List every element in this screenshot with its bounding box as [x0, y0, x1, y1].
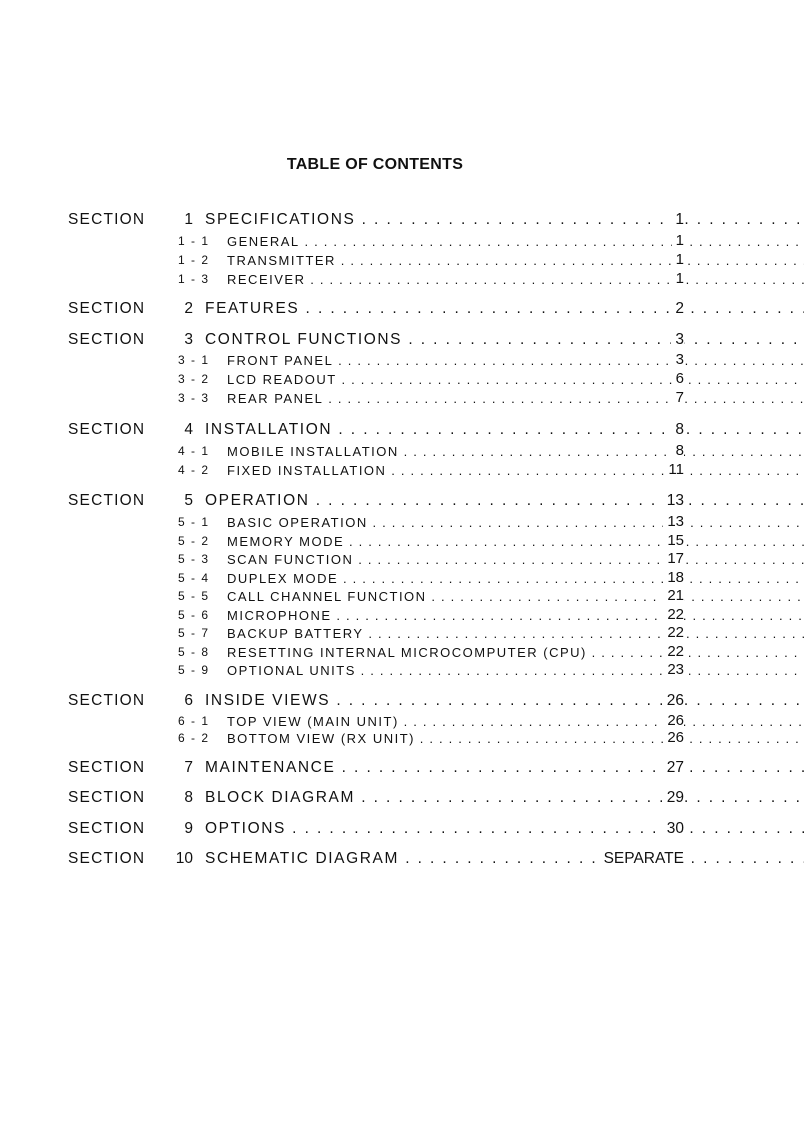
page-number: 1 [672, 270, 684, 287]
page-number: 18 [663, 569, 684, 586]
subsection-number: 1 - 2 [178, 253, 210, 267]
section-label: SECTION [68, 850, 146, 867]
page-number: 22 [663, 606, 684, 623]
page-number: 3 [672, 351, 684, 368]
toc-subsection-row [0, 570, 804, 588]
section-label: SECTION [68, 211, 146, 228]
subsection-number: 3 - 1 [178, 353, 210, 367]
page-number: 1 [671, 211, 684, 229]
subsection-title: SCAN FUNCTION . . . [227, 552, 804, 567]
page-number: 22 [663, 643, 684, 660]
section-number: 10 [175, 850, 193, 867]
subsection-title: OPTIONAL UNITS . . . [227, 663, 804, 678]
toc-section-row [0, 300, 804, 320]
subsection-title: DUPLEX MODE . . . [227, 571, 804, 586]
subsection-number: 6 - 2 [178, 731, 210, 745]
toc-subsection-row [0, 462, 804, 480]
subsection-number: 5 - 9 [178, 663, 210, 677]
page-number: 26 [663, 729, 684, 746]
subsection-number: 5 - 5 [178, 589, 210, 603]
toc-subsection-row [0, 730, 804, 748]
section-label: SECTION [68, 492, 146, 509]
section-title: BLOCK DIAGRAM . . . [205, 789, 804, 807]
page-number: 15 [663, 532, 684, 549]
toc-section-row [0, 850, 804, 870]
subsection-title: BOTTOM VIEW (RX UNIT) . . . [227, 731, 804, 746]
page-number: 29 [663, 789, 684, 807]
toc-subsection-row [0, 662, 804, 680]
section-title: OPTIONS . . . [205, 820, 804, 838]
page-number: 11 [664, 461, 684, 478]
page-number: 1 [672, 232, 684, 249]
page-number: 3 [671, 331, 684, 349]
subsection-title: MOBILE INSTALLATION . . . [227, 444, 804, 459]
page-number: 26 [663, 712, 684, 729]
toc-section-row [0, 692, 804, 712]
toc-subsection-row [0, 588, 804, 606]
toc-subsection-row [0, 252, 804, 270]
page-number: 8 [671, 421, 684, 439]
subsection-number: 4 - 1 [178, 444, 210, 458]
page-number: 26 [663, 692, 684, 710]
subsection-number: 4 - 2 [178, 463, 210, 477]
subsection-number: 5 - 7 [178, 626, 210, 640]
page-number: 1 [672, 251, 684, 268]
page-number: 7 [672, 389, 684, 406]
subsection-number: 5 - 8 [178, 645, 210, 659]
section-title: OPERATION . . . [205, 492, 804, 510]
toc-subsection-row [0, 352, 804, 370]
section-number: 5 [184, 492, 193, 509]
subsection-title: MEMORY MODE . . . [227, 534, 804, 549]
section-title: MAINTENANCE . . . [205, 759, 804, 777]
toc-section-row [0, 820, 804, 840]
section-label: SECTION [68, 300, 146, 317]
page-number: 13 [663, 513, 684, 530]
subsection-title: FIXED INSTALLATION . . . [227, 463, 804, 478]
subsection-title: BASIC OPERATION . . . [227, 515, 804, 530]
subsection-number: 3 - 2 [178, 372, 210, 386]
subsection-title: CALL CHANNEL FUNCTION . . . [227, 589, 804, 604]
section-number: 7 [184, 759, 193, 776]
toc-subsection-row [0, 533, 804, 551]
toc-subsection-row [0, 371, 804, 389]
page-number: 23 [663, 661, 684, 678]
section-title: FEATURES . . . [205, 300, 804, 318]
subsection-title: RECEIVER . . . [227, 272, 804, 287]
subsection-number: 3 - 3 [178, 391, 210, 405]
page-number: 21 [663, 587, 684, 604]
toc-subsection-row [0, 271, 804, 289]
subsection-number: 5 - 4 [178, 571, 210, 585]
section-label: SECTION [68, 789, 146, 806]
page-number: 13 [663, 492, 684, 510]
toc-section-row [0, 759, 804, 779]
toc-subsection-row [0, 233, 804, 251]
section-number: 8 [184, 789, 193, 806]
page-number: SEPARATE [600, 850, 684, 868]
subsection-number: 6 - 1 [178, 714, 210, 728]
section-number: 1 [184, 211, 193, 228]
section-title: INSTALLATION . . . [205, 421, 804, 439]
page-number: 17 [663, 550, 684, 567]
section-number: 3 [184, 331, 193, 348]
toc-section-row [0, 211, 804, 231]
section-number: 9 [184, 820, 193, 837]
subsection-number: 5 - 6 [178, 608, 210, 622]
toc-subsection-row [0, 644, 804, 662]
subsection-title: BACKUP BATTERY . . . [227, 626, 804, 641]
subsection-title: GENERAL . . . [227, 234, 804, 249]
page-title: TABLE OF CONTENTS [286, 156, 464, 173]
subsection-title: TRANSMITTER . . . [227, 253, 804, 268]
page-number: 8 [672, 442, 684, 459]
page-number: 30 [663, 820, 684, 838]
section-title: SPECIFICATIONS . . . [205, 211, 804, 229]
section-title: SCHEMATIC DIAGRAM . . . [205, 850, 804, 868]
page-number: 27 [663, 759, 684, 777]
page-number: 6 [672, 370, 684, 387]
section-label: SECTION [68, 421, 146, 438]
subsection-number: 5 - 3 [178, 552, 210, 566]
subsection-title: TOP VIEW (MAIN UNIT) . . . [227, 714, 804, 729]
toc-section-row [0, 492, 804, 512]
section-title: CONTROL FUNCTIONS . . . [205, 331, 804, 349]
section-number: 4 [184, 421, 193, 438]
page-number: 2 [671, 300, 684, 318]
subsection-title: RESETTING INTERNAL MICROCOMPUTER (CPU) . . . [227, 645, 804, 660]
subsection-number: 5 - 2 [178, 534, 210, 548]
section-label: SECTION [68, 331, 146, 348]
toc-subsection-row [0, 625, 804, 643]
page-number: 22 [663, 624, 684, 641]
toc-subsection-row [0, 551, 804, 569]
subsection-title: LCD READOUT . . . [227, 372, 804, 387]
section-label: SECTION [68, 820, 146, 837]
subsection-title: FRONT PANEL . . . [227, 353, 804, 368]
section-number: 6 [184, 692, 193, 709]
toc-subsection-row [0, 390, 804, 408]
toc-subsection-row [0, 443, 804, 461]
section-title: INSIDE VIEWS . . . [205, 692, 804, 710]
subsection-number: 1 - 1 [178, 234, 210, 248]
subsection-title: REAR PANEL . . . [227, 391, 804, 406]
toc-section-row [0, 789, 804, 809]
subsection-number: 5 - 1 [178, 515, 210, 529]
subsection-title: MICROPHONE . . . [227, 608, 804, 623]
section-label: SECTION [68, 759, 146, 776]
subsection-number: 1 - 3 [178, 272, 210, 286]
toc-section-row [0, 331, 804, 351]
section-number: 2 [184, 300, 193, 317]
toc-subsection-row [0, 607, 804, 625]
toc-section-row [0, 421, 804, 441]
toc-subsection-row [0, 514, 804, 532]
section-label: SECTION [68, 692, 146, 709]
